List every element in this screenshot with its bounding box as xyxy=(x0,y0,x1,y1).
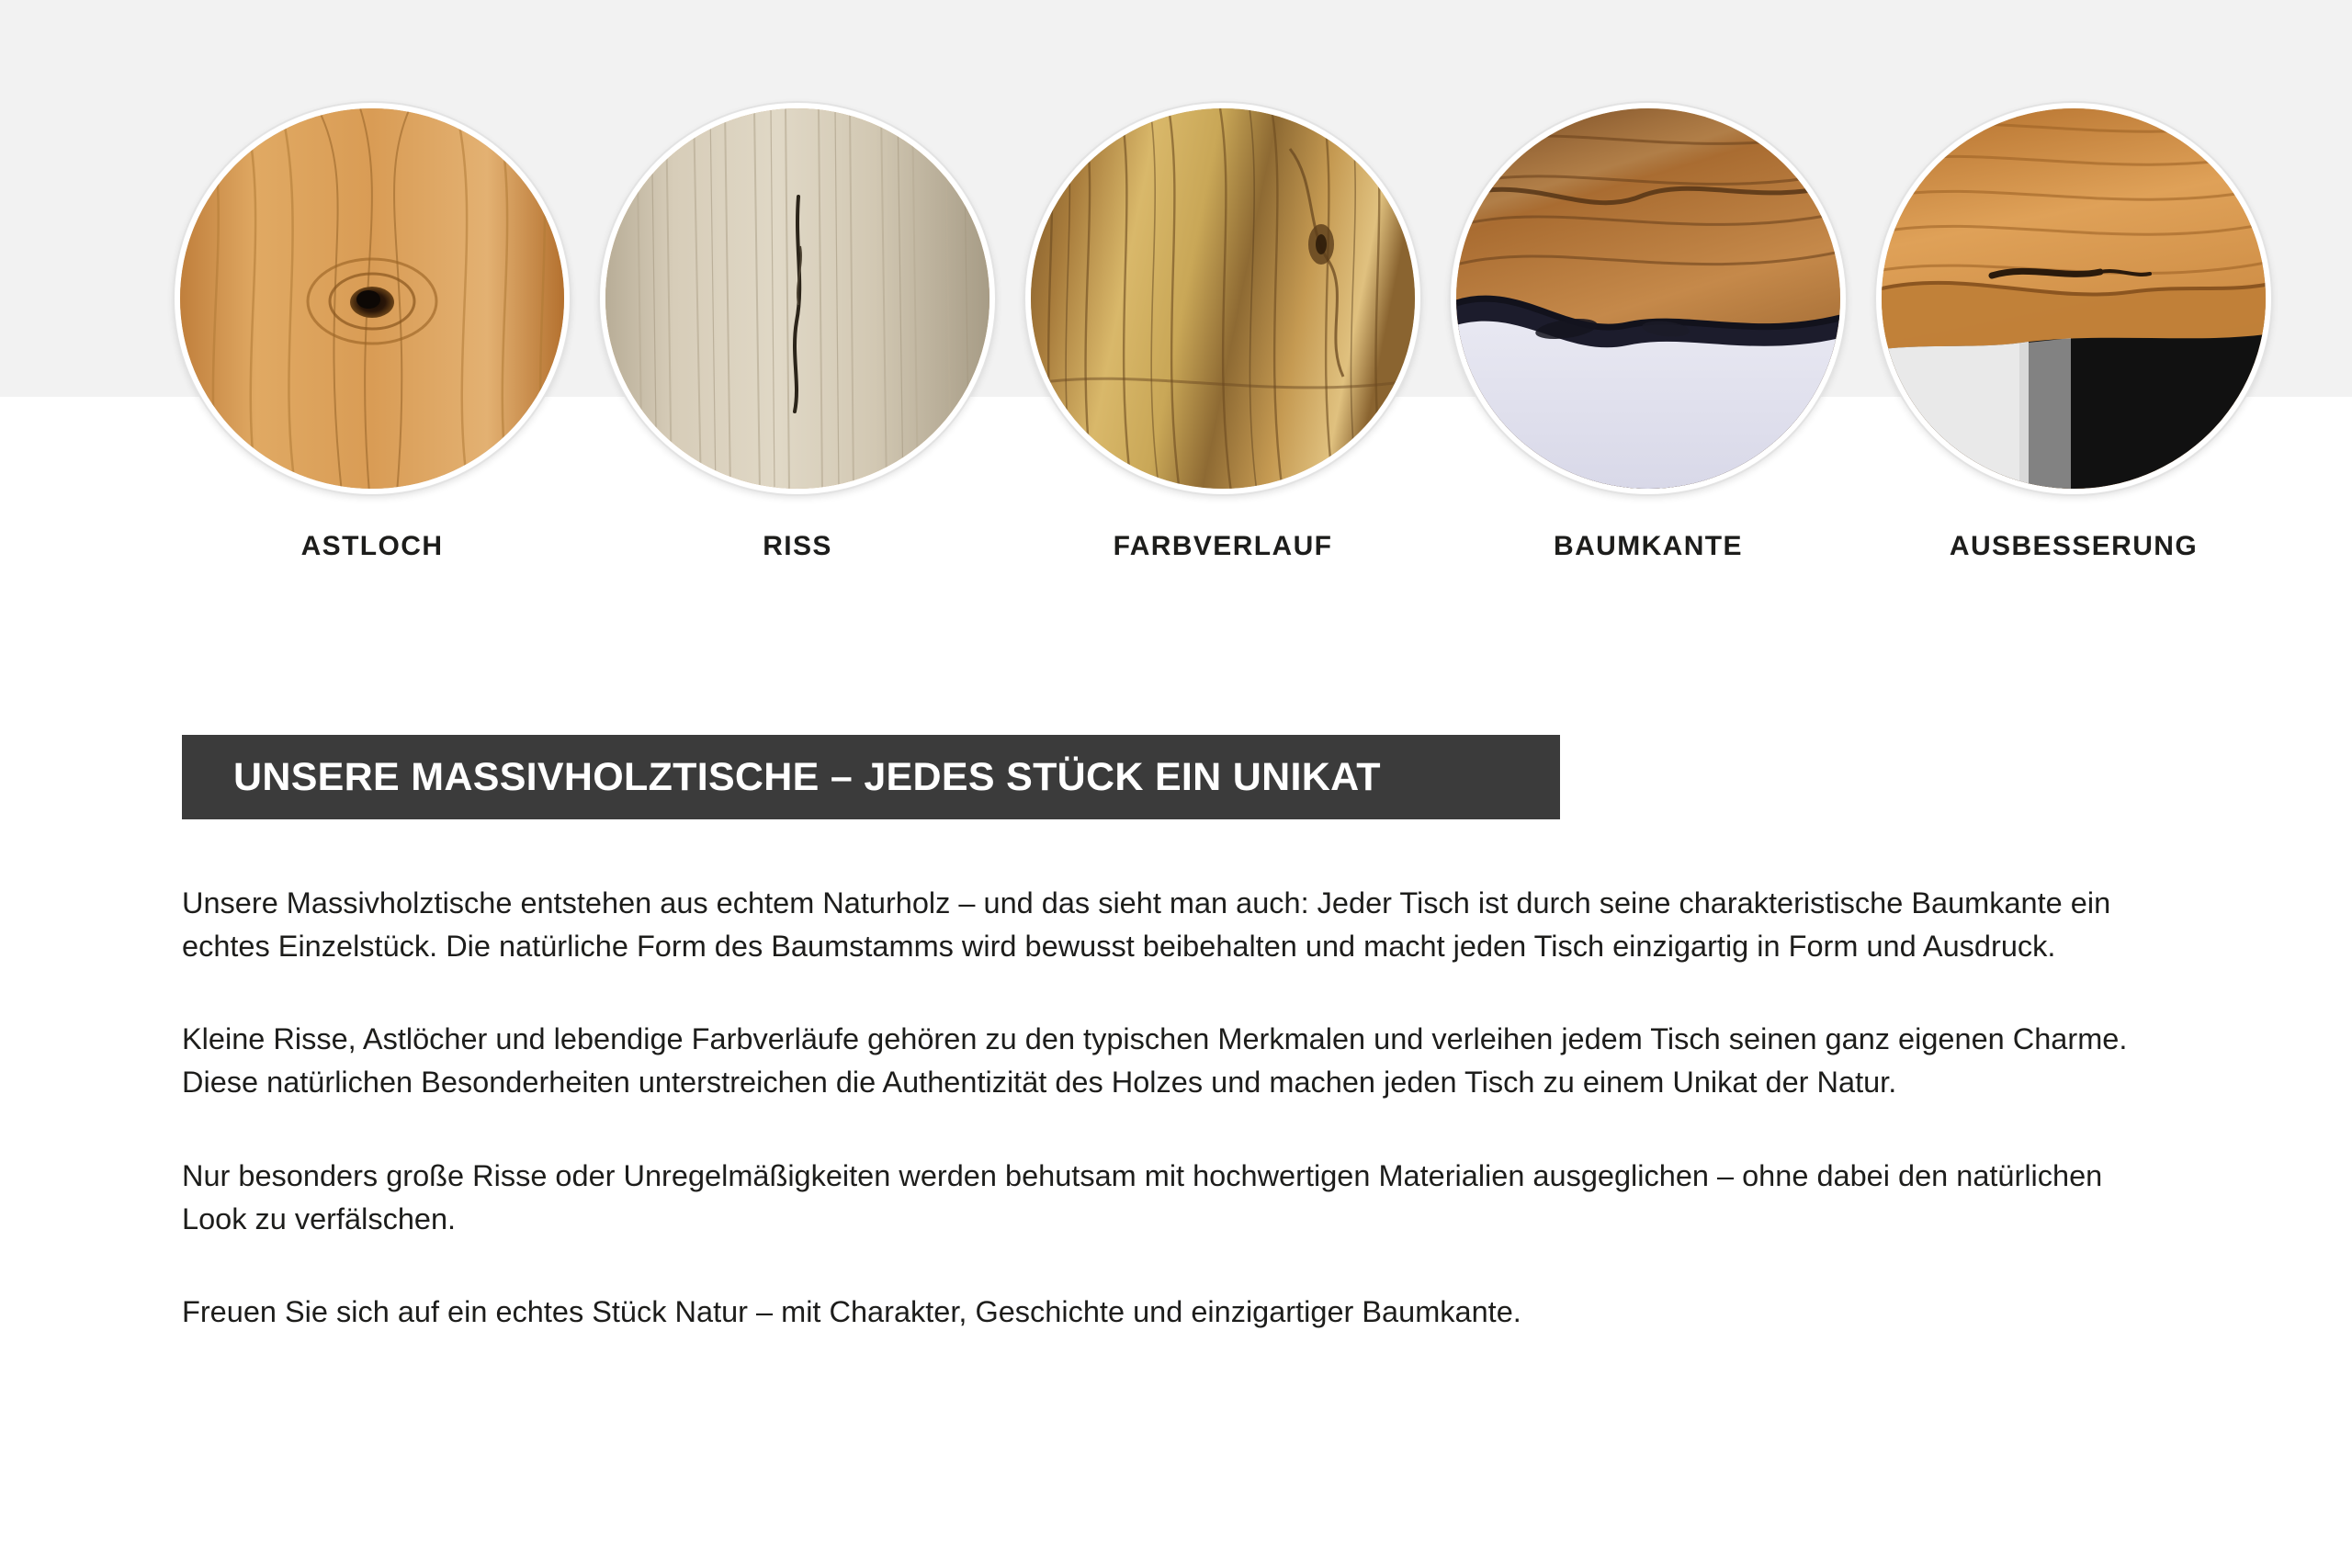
body-copy xyxy=(182,882,2166,1334)
live-edge-icon xyxy=(1451,103,1846,494)
wood-crack-icon xyxy=(600,103,995,494)
feature-item-ausbesserung xyxy=(1882,103,2266,562)
astloch-image xyxy=(180,108,564,492)
ausbesserung-image xyxy=(1882,108,2266,492)
paragraph-2: Kleine Risse, Astlöcher und lebendige Farbverläufe gehören zu den typischen Merkmalen und verleihen jedem Tisch seinen ganz eigenen Charme. Diese natürlichen Besonderheiten unterstreichen die Authentizität des Holzes und machen jeden Tisch zu einem Unikat der Natur. xyxy=(182,1022,2128,1100)
feature-label: RISS xyxy=(763,531,832,561)
farbverlauf-image xyxy=(1031,108,1415,492)
feature-label: FARBVERLAUF xyxy=(1113,531,1333,561)
feature-item-riss xyxy=(605,103,989,562)
feature-label: AUSBESSERUNG xyxy=(1949,531,2199,561)
wood-feature-gallery xyxy=(180,103,2201,562)
wood-repair-icon xyxy=(1876,103,2271,494)
page-title: UNSERE MASSIVHOLZTISCHE – JEDES STÜCK EIN UNIKAT xyxy=(233,754,1381,799)
feature-item-baumkante xyxy=(1456,103,1840,562)
wood-color-gradient-icon xyxy=(1025,103,1420,494)
feature-item-astloch xyxy=(180,103,564,562)
paragraph-4: Freuen Sie sich auf ein echtes Stück Natur – mit Charakter, Geschichte und einzigartiger Baumkante. xyxy=(182,1294,1521,1328)
section-headline-bar xyxy=(182,735,1560,819)
feature-label: ASTLOCH xyxy=(300,531,444,561)
baumkante-image xyxy=(1456,108,1840,492)
paragraph-1: Unsere Massivholztische entstehen aus echtem Naturholz – und das sieht man auch: Jeder Tisch ist durch seine charakteristische Baumkante ein echtes Einzelstück. Die natürliche Form des Baumstamms wird bewusst beibehalten und macht jeden Tisch einzigartig in Form und Ausdruck. xyxy=(182,886,2111,964)
paragraph-3: Nur besonders große Risse oder Unregelmäßigkeiten werden behutsam mit hochwertigen Materialien ausgeglichen – ohne dabei den natürlichen Look zu verfälschen. xyxy=(182,1158,2103,1235)
riss-image xyxy=(605,108,989,492)
feature-label: BAUMKANTE xyxy=(1554,531,1743,561)
feature-item-farbverlauf xyxy=(1031,103,1415,562)
wood-knot-icon xyxy=(175,103,570,494)
